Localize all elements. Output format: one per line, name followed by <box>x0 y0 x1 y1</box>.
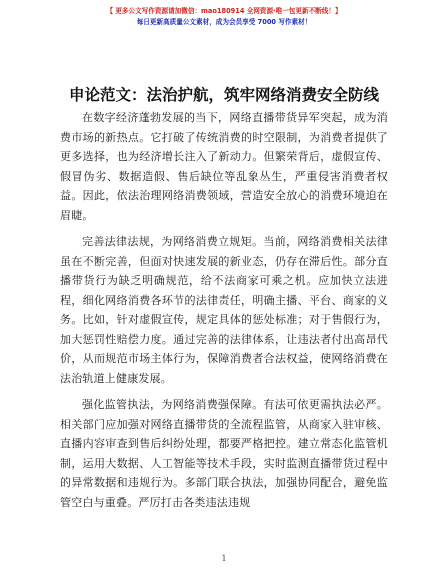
promo-banner-line-2: 每日更新高质量公文素材，成为会员享受 7000 写作素材！ <box>136 18 312 26</box>
promo-banner-line-1: 【 更多公文写作资源请加微信：mao180914 全网资源·唯一包更新不断线！】 <box>106 7 342 15</box>
document-title: 申论范文：法治护航，筑牢网络消费安全防线 <box>68 86 379 104</box>
paragraph-legislation: 完善法律法规，为网络消费立规矩。当前，网络消费相关法律虽在不断完善，但面对快速发展的新业态，仍存在滞后性。部分直播带货行为缺乏明确规范，给不法商家可乘之机。应加快立法进程，细化网络消费各环节的法律责任，明确主播、平台、商家的义务。比如，针对虚假宣传，规定具体的惩处标准；对于售假行为，加大惩罚性赔偿力度。通过完善的法律体系，让违法者付出高昂代价，从而规范市场主体行为，保障消费者合法权益，使网络消费在法治轨道上健康发展。 <box>60 235 388 385</box>
document-body <box>60 108 388 519</box>
paragraph-supervision: 强化监管执法，为网络消费强保障。有法可依更需执法必严。相关部门应加强对网络直播带货的全流程监管，从商家入驻审核、直播内容审查到售后纠纷处理，都要严格把控。建立常态化监管机制，运用大数据、人工智能等技术手段，实时监测直播带货过程中的异常数据和违规行为。多部门联合执法，加强协同配合，避免监管空白与重叠。严厉打击各类违法违规 <box>60 398 388 509</box>
promo-banner <box>24 6 424 54</box>
page-number: 1 <box>221 554 227 563</box>
paragraph-intro: 在数字经济蓬勃发展的当下，网络直播带货异军突起，成为消费市场的新热点。它打破了传统消费的时空限制，为消费者提供了更多选择，也为经济增长注入了新动力。但繁荣背后，虚假宣传、假冒伪劣、数据造假、售后缺位等乱象丛生，严重侵害消费者权益。因此，依法治理网络消费领域，营造安全放心的消费环境迫在眉睫。 <box>60 111 388 222</box>
